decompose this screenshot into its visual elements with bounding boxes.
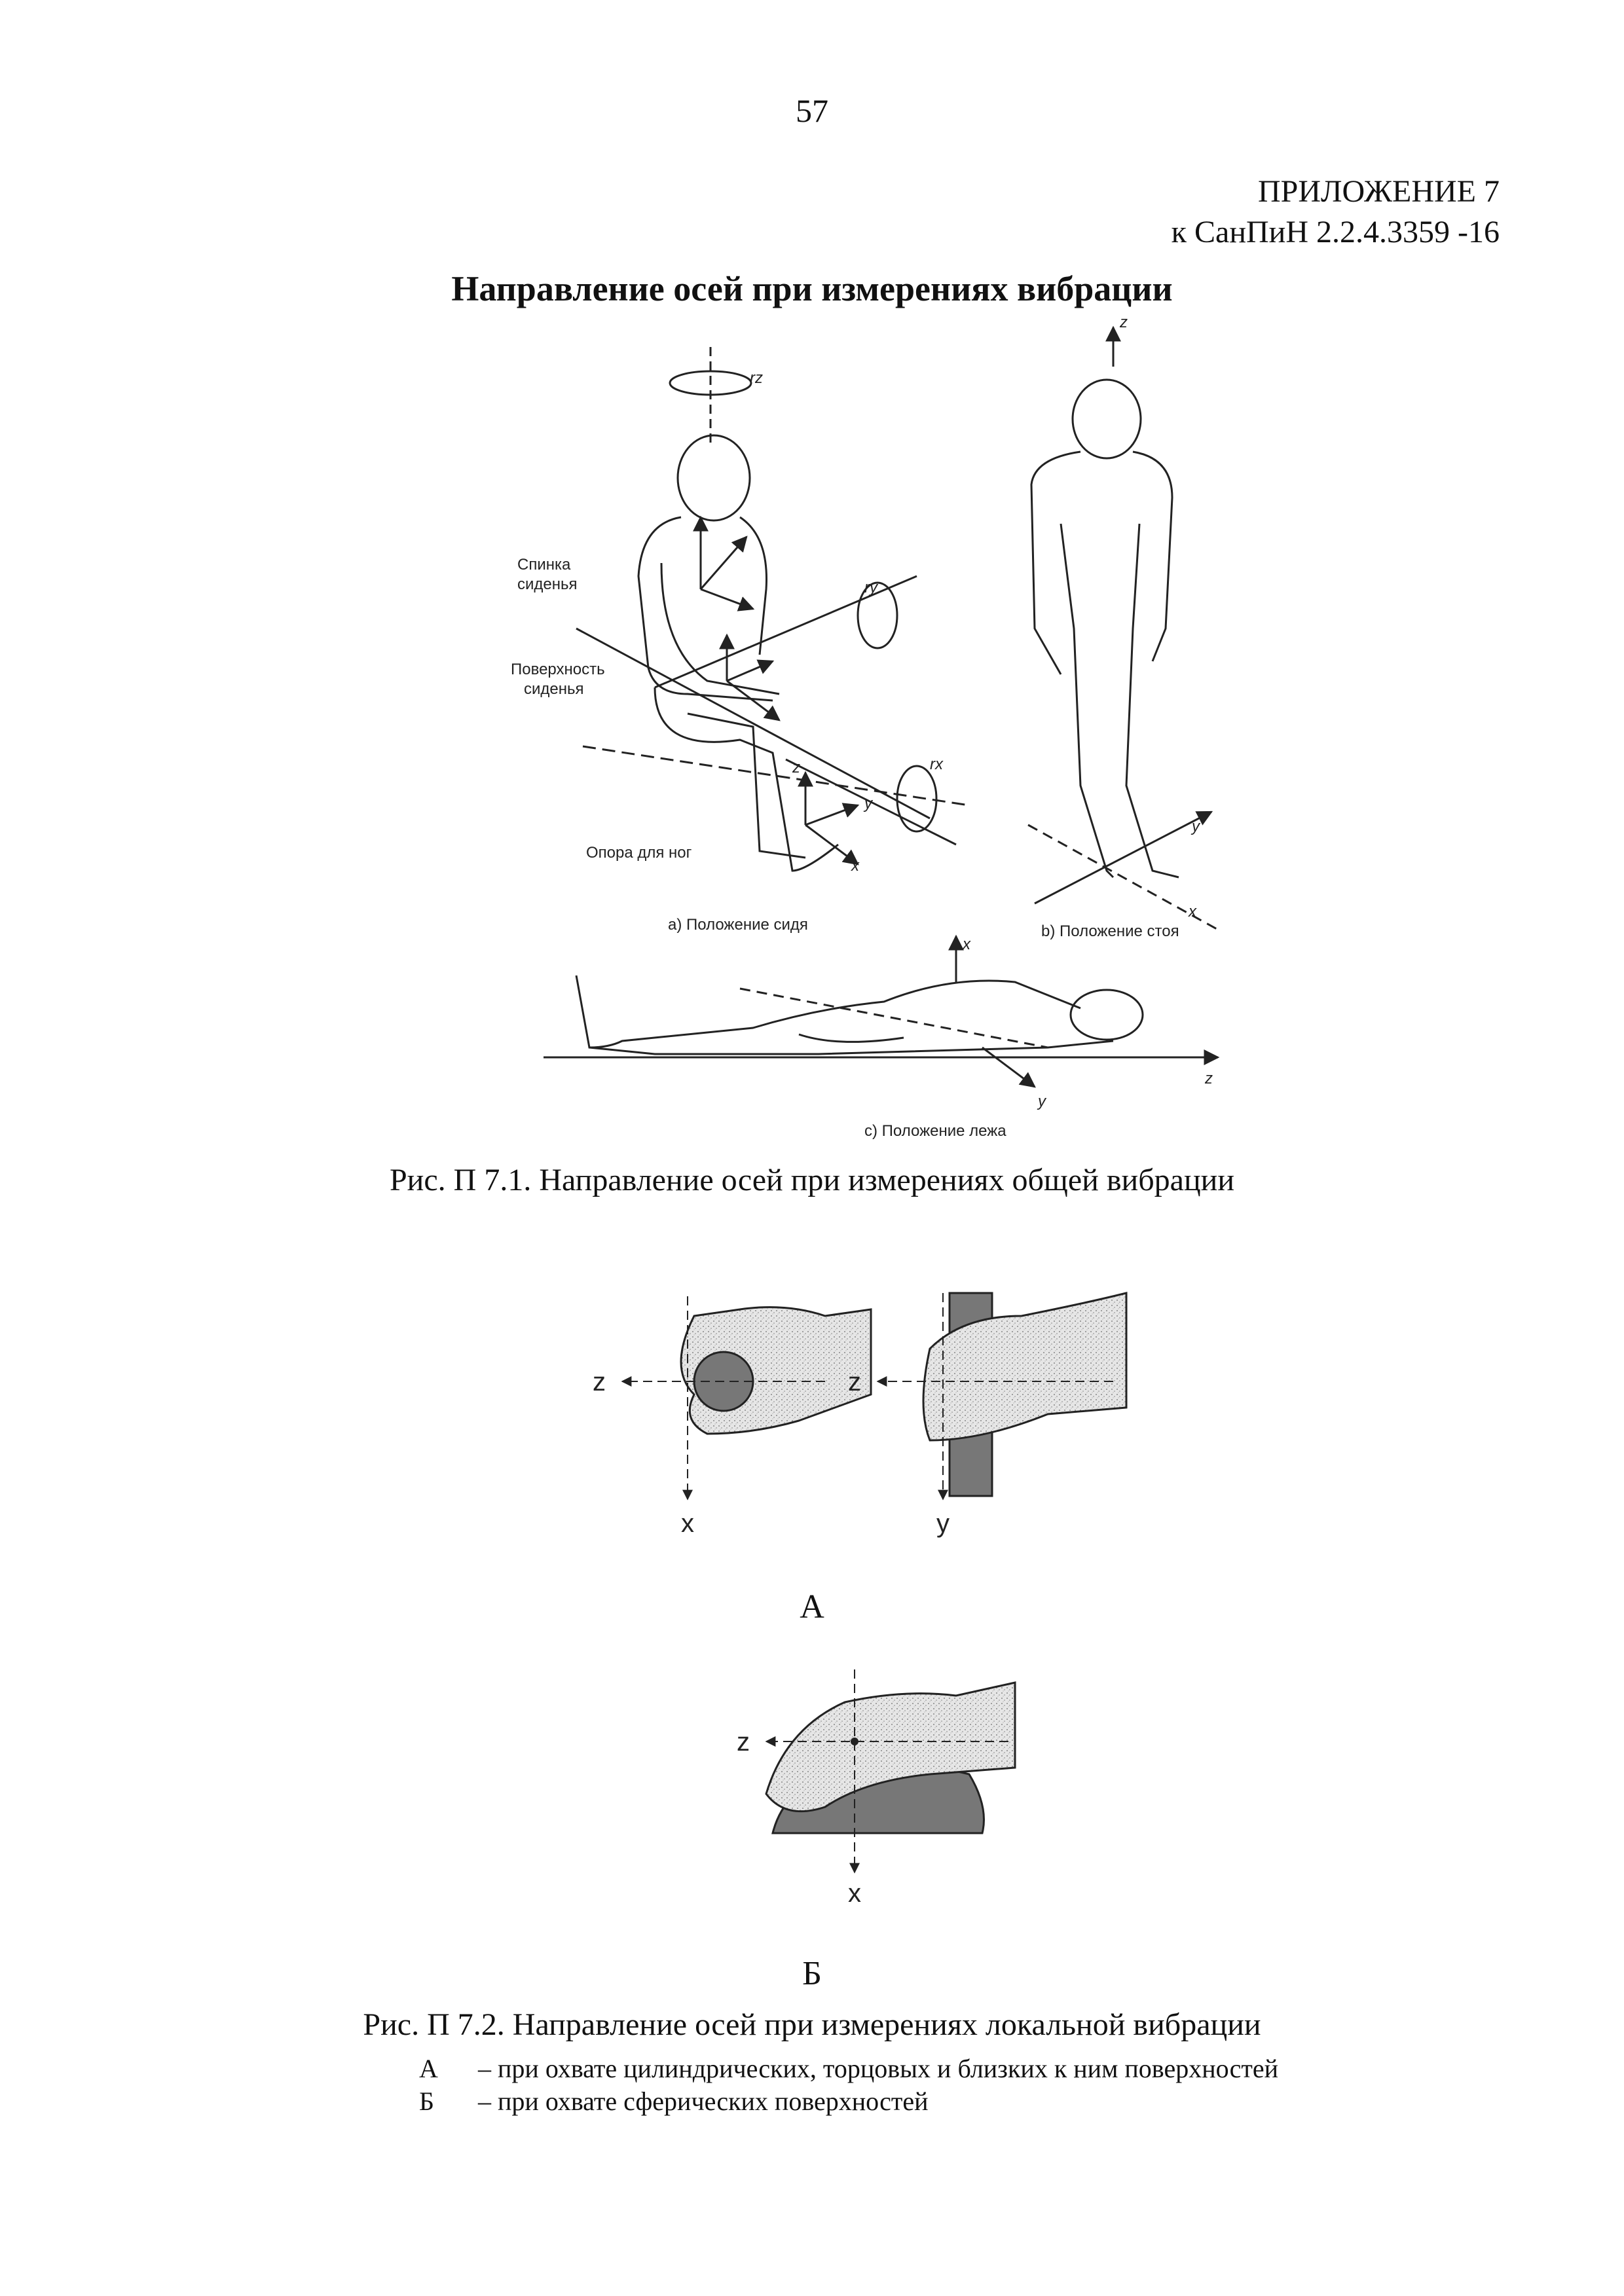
figure-2-label-a: А [800, 1588, 824, 1626]
document-title: Направление осей при измерениях вибрации [451, 269, 1173, 308]
figure-2-label-b: Б [802, 1955, 822, 1992]
hand-grip-cylinder-side-view [877, 1293, 1126, 1499]
axis-ry-label: ry [864, 579, 877, 596]
legend-item-a [419, 2052, 1278, 2085]
hand-grip-cylinder-end-view [622, 1296, 871, 1499]
standing-person-figure [1028, 327, 1218, 930]
axis-x-lying-label: x [963, 936, 970, 953]
page-number: 57 [796, 92, 828, 129]
axis-z-sitting-label: z [792, 759, 800, 776]
axis-y-lying-label: y [1038, 1093, 1046, 1110]
axis-y-sitting-label: y [864, 795, 872, 812]
label-foot-support: Опора для ног [586, 844, 692, 862]
axis-z-fig2b-label: z [737, 1728, 750, 1757]
figure-1-caption: Рис. П 7.1. Направление осей при измерениях общей вибрации [389, 1163, 1235, 1197]
axis-rx-label: rx [930, 756, 943, 773]
lying-person-figure [544, 936, 1218, 1087]
label-sitting-position: а) Положение сидя [668, 916, 808, 934]
label-seat-surface-2: сиденья [524, 680, 584, 698]
sitting-person-figure [576, 347, 969, 871]
axis-x-sitting-label: x [851, 857, 859, 875]
axis-z-fig2a-right-label: z [848, 1368, 861, 1396]
label-standing-position: b) Положение стоя [1041, 922, 1179, 940]
appendix-line-2: к СанПиН 2.2.4.3359 -16 [1171, 215, 1500, 249]
axis-z-standing-label: z [1120, 314, 1128, 331]
axis-x-fig2a-label: x [681, 1509, 694, 1538]
axis-z-lying-label: z [1205, 1070, 1213, 1087]
axis-y-fig2a-label: y [936, 1509, 950, 1538]
axis-y-standing-label: y [1192, 818, 1200, 835]
legend-key-b: Б [419, 2086, 434, 2116]
appendix-line-1: ПРИЛОЖЕНИЕ 7 [1257, 174, 1500, 209]
label-seat-surface: Поверхность [511, 661, 605, 678]
figure-2-caption: Рис. П 7.2. Направление осей при измерениях локальной вибрации [363, 2007, 1261, 2042]
legend-text-b: – при охвате сферических поверхностей [478, 2086, 929, 2116]
legend-key-a: А [419, 2054, 438, 2083]
label-seat-back: Спинка [517, 556, 571, 574]
axis-x-standing-label: x [1189, 903, 1196, 920]
legend-text-a: – при охвате цилиндрических, торцовых и близких к ним поверхностей [478, 2054, 1278, 2083]
label-lying-position: с) Положение лежа [864, 1122, 1006, 1140]
legend-item-b [419, 2085, 1278, 2118]
figure-2-legend [419, 2052, 1278, 2118]
hand-on-sphere [766, 1669, 1015, 1872]
axis-z-fig2a-left-label: z [593, 1368, 606, 1396]
label-seat-back-2: сиденья [517, 575, 578, 593]
axis-x-fig2b-label: x [848, 1879, 861, 1908]
axis-rz-label: rz [750, 369, 763, 387]
